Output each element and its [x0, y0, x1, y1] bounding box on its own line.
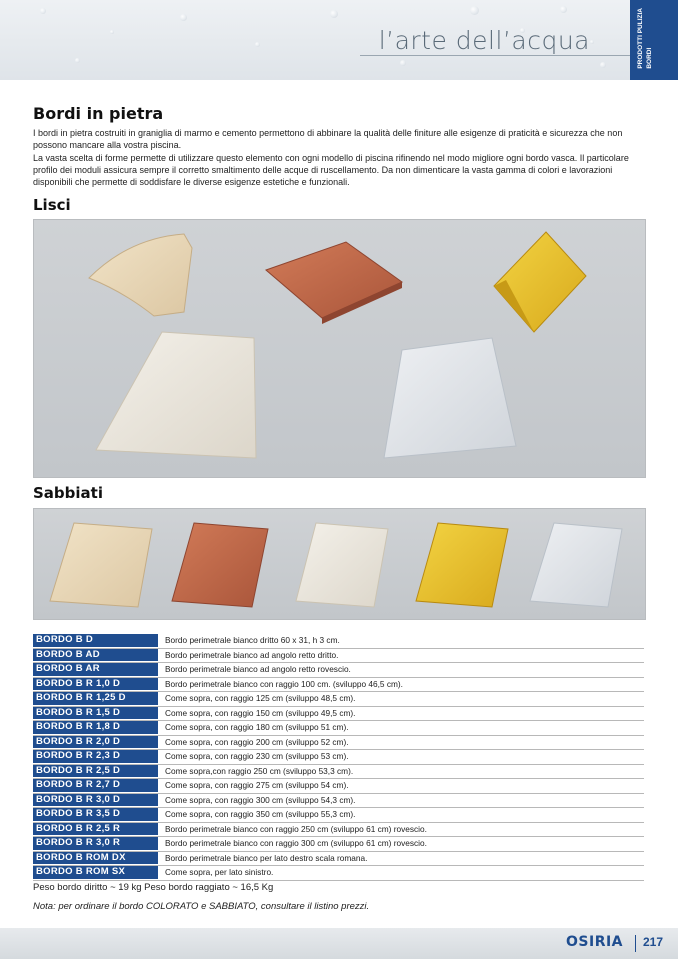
table-row [33, 808, 644, 823]
product-code: BORDO B AR [33, 663, 158, 676]
table-row [33, 678, 644, 693]
water-drop [330, 10, 338, 18]
product-code: BORDO B R 2,5 R [33, 823, 158, 836]
water-drop [470, 6, 479, 15]
lisci-stones-illustration [34, 220, 645, 477]
product-description: Bordo perimetrale bianco ad angolo retto dritto. [165, 649, 339, 660]
product-code: BORDO B D [33, 634, 158, 647]
product-description: Come sopra, con raggio 300 cm (sviluppo 54,3 cm). [165, 794, 356, 805]
product-description: Come sopra, con raggio 125 cm (sviluppo 48,5 cm). [165, 693, 356, 703]
section-tab-label [636, 8, 654, 69]
lisci-heading: Lisci [33, 196, 71, 214]
water-drop [560, 6, 567, 13]
table-row [33, 852, 644, 867]
product-code: BORDO B ROM DX [33, 852, 158, 865]
table-row [33, 765, 644, 780]
sabbiato-grey-stone [530, 523, 622, 607]
table-row [33, 779, 644, 794]
cream-square-stone [96, 332, 256, 458]
product-code: BORDO B R 3,0 D [33, 794, 158, 807]
terracotta-stone [266, 242, 402, 318]
product-description: Bordo perimetrale bianco con raggio 250 cm (sviluppo 61 cm) rovescio. [165, 823, 427, 834]
table-row [33, 634, 644, 649]
product-description: Come sopra, con raggio 275 cm (sviluppo 54 cm). [165, 780, 349, 790]
product-code: BORDO B R 1,8 D [33, 721, 158, 734]
table-row [33, 707, 644, 722]
intro-text [33, 127, 645, 188]
product-code: BORDO B R 3,5 D [33, 808, 158, 821]
product-code: BORDO B R 1,5 D [33, 707, 158, 720]
product-code: BORDO B R 1,25 D [33, 692, 158, 705]
product-description: Come sopra, con raggio 150 cm (sviluppo 49,5 cm). [165, 707, 356, 718]
product-code: BORDO B AD [33, 649, 158, 662]
product-description: Come sopra, con raggio 350 cm (sviluppo 55,3 cm). [165, 809, 356, 819]
water-drop [40, 8, 46, 14]
water-drop [110, 30, 114, 34]
product-table [33, 634, 644, 881]
order-note: Nota: per ordinare il bordo COLORATO e SABBIATO, consultare il listino prezzi. [33, 901, 370, 912]
sabbiati-photo [33, 508, 646, 620]
intro-paragraph-1: I bordi in pietra costruiti in graniglia di marmo e cemento permettono di abbinare la qualità delle finiture alle esigenze di praticità e sicurezza che non possono mancare alla vostra piscina. [33, 128, 623, 151]
lisci-photo [33, 219, 646, 478]
water-drop [590, 40, 594, 44]
section-tab-line1: PRODOTTI PULIZIA [637, 8, 644, 69]
product-description: Come sopra, con raggio 180 cm (sviluppo 51 cm). [165, 722, 349, 732]
product-description: Bordo perimetrale bianco ad angolo retto rovescio. [165, 664, 351, 674]
product-code: BORDO B R 3,0 R [33, 837, 158, 850]
water-drop [600, 62, 606, 68]
table-row [33, 721, 644, 736]
table-row [33, 866, 644, 881]
sabbiato-yellow-stone [416, 523, 508, 607]
page-footer [0, 928, 678, 959]
product-code: BORDO B R 2,5 D [33, 765, 158, 778]
table-row [33, 649, 644, 664]
product-code: BORDO B R 2,0 D [33, 736, 158, 749]
page-title: Bordi in pietra [33, 104, 164, 123]
curved-cream-stone [89, 234, 192, 316]
weights-text: Peso bordo diritto ~ 19 kg Peso bordo raggiato ~ 16,5 Kg [33, 882, 274, 893]
table-row [33, 837, 644, 852]
sabbiato-white-stone [296, 523, 388, 607]
footer-divider [635, 935, 636, 952]
table-row [33, 736, 644, 751]
product-code: BORDO B ROM SX [33, 866, 158, 879]
table-row [33, 794, 644, 809]
product-description: Come sopra,con raggio 250 cm (sviluppo 53,3 cm). [165, 765, 354, 776]
product-code: BORDO B R 2,3 D [33, 750, 158, 763]
product-description: Bordo perimetrale bianco con raggio 100 cm. (sviluppo 46,5 cm). [165, 678, 403, 689]
product-description: Come sopra, con raggio 200 cm (sviluppo 52 cm). [165, 736, 349, 747]
sabbiato-terracotta-stone [172, 523, 268, 607]
page-number: 217 [643, 935, 664, 949]
sabbiati-heading: Sabbiati [33, 484, 103, 502]
product-description: Bordo perimetrale bianco con raggio 300 cm (sviluppo 61 cm) rovescio. [165, 838, 427, 848]
intro-paragraph-2: La vasta scelta di forme permette di utilizzare questo elemento con ogni modello di piscina rifinendo nel modo migliore ogni bordo vasca. Il particolare profilo dei moduli assicura sempre il corretto smaltimento delle acque di ruscellamento. Da non dimenticare la vasta gamma di colori e lavorazioni disponibili che permette di soddisfare le diverse esigenze estetiche e funzionali. [33, 152, 629, 188]
water-drop [255, 42, 260, 47]
table-row [33, 750, 644, 765]
water-drop [400, 60, 406, 66]
section-tab [630, 0, 678, 80]
sabbiati-stones-illustration [34, 509, 645, 619]
product-code: BORDO B R 2,7 D [33, 779, 158, 792]
yellow-stone [494, 232, 586, 332]
product-description: Bordo perimetrale bianco per lato destro scala romana. [165, 852, 368, 863]
product-description: Come sopra, per lato sinistro. [165, 867, 274, 877]
table-row [33, 663, 644, 678]
section-tab-line2: BORDI [646, 47, 653, 69]
page-header [0, 0, 630, 80]
header-title: l’arte dell’acqua [378, 26, 590, 55]
water-drop [75, 58, 80, 63]
sabbiato-cream-stone [50, 523, 152, 607]
table-row [33, 823, 644, 838]
white-square-stone [384, 338, 516, 458]
water-drop [180, 14, 187, 21]
product-description: Come sopra, con raggio 230 cm (sviluppo 53 cm). [165, 751, 349, 761]
product-code: BORDO B R 1,0 D [33, 678, 158, 691]
header-rule [360, 55, 630, 56]
brand-logo: OSIRIA [566, 934, 624, 950]
product-description: Bordo perimetrale bianco dritto 60 x 31, h 3 cm. [165, 635, 340, 645]
table-row [33, 692, 644, 707]
